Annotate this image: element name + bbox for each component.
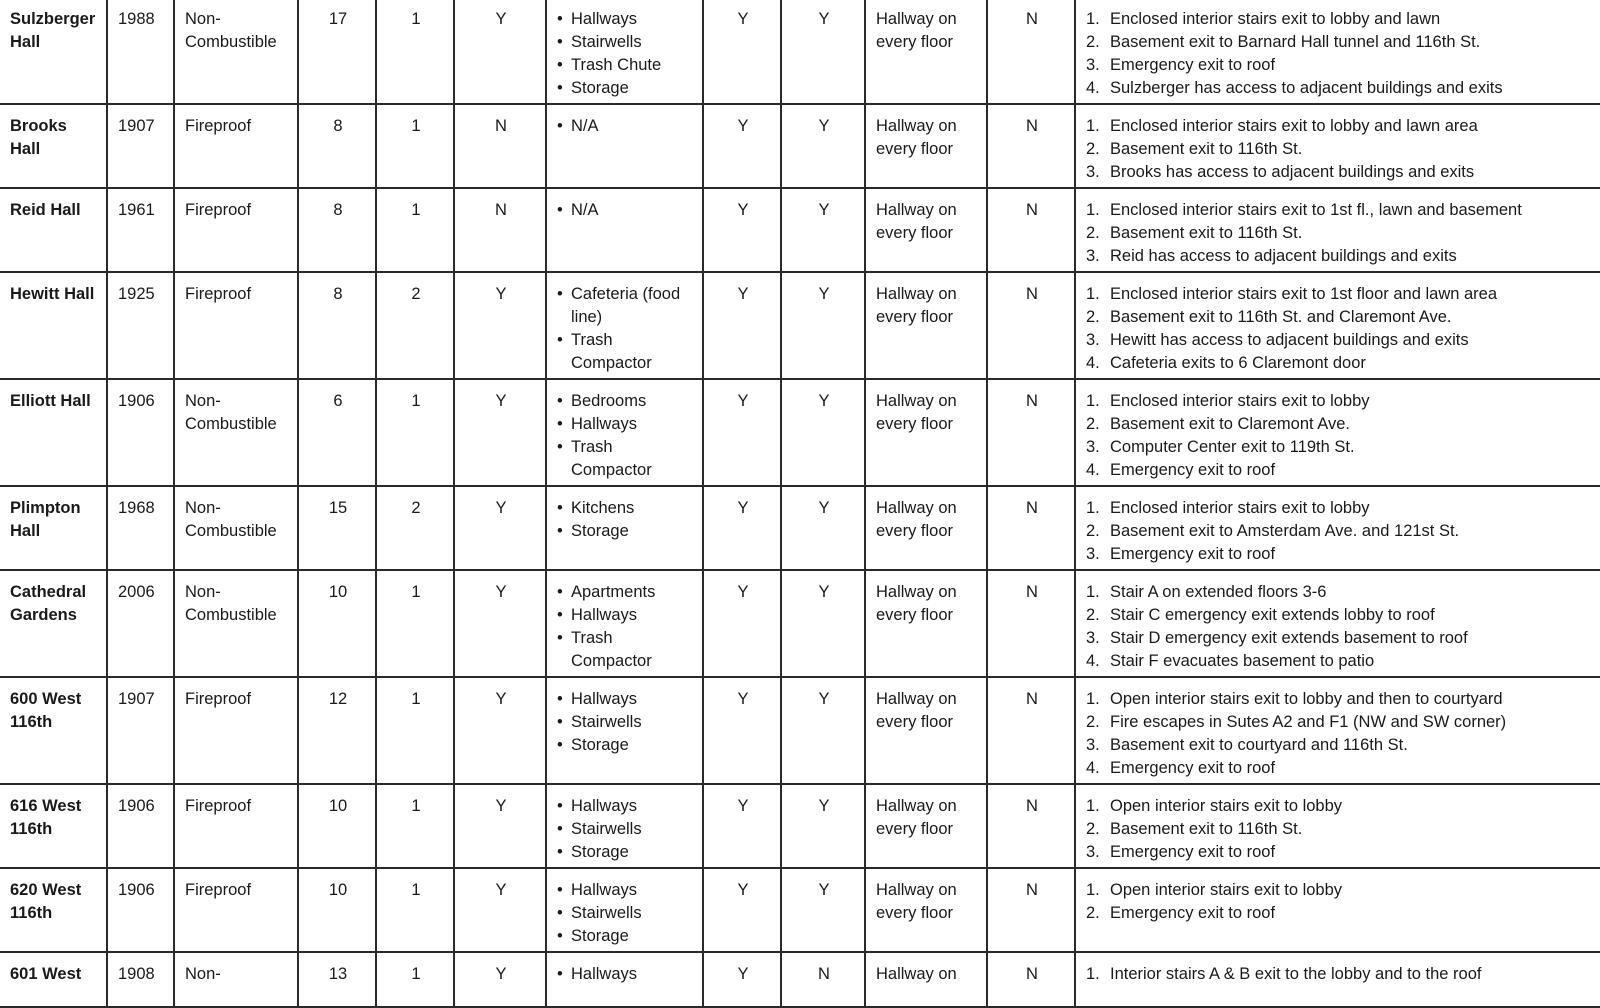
col9-cell: Y	[781, 188, 865, 272]
areas-list	[557, 963, 694, 986]
col11-cell: N	[987, 104, 1075, 188]
building-name-cell: Cathedral Gardens	[0, 570, 107, 677]
year-built-cell: 1908	[107, 952, 174, 1007]
construction-type-cell: Non-	[174, 952, 298, 1007]
col11-cell: N	[987, 272, 1075, 379]
exit-text: Fire escapes in Sutes A2 and F1 (NW and SW corner)	[1110, 713, 1507, 731]
exit-number: 1.	[1086, 583, 1100, 601]
area-item: • N/A	[557, 115, 694, 138]
areas-list	[557, 688, 694, 757]
exits-cell	[1075, 188, 1600, 272]
exit-number: 2.	[1086, 140, 1100, 158]
building-name-cell: Reid Hall	[0, 188, 107, 272]
exit-item	[1086, 77, 1592, 100]
floors-cell: 10	[298, 868, 376, 952]
col6-cell: Y	[454, 570, 546, 677]
exit-item	[1086, 795, 1592, 818]
col8-cell: Y	[703, 868, 781, 952]
exit-text: Reid has access to adjacent buildings and exits	[1110, 247, 1457, 265]
exit-text: Open interior stairs exit to lobby	[1110, 797, 1343, 815]
area-item: • Trash Compactor	[557, 329, 694, 375]
exits-cell	[1075, 784, 1600, 868]
exit-text: Basement exit to courtyard and 116th St.	[1110, 736, 1408, 754]
exit-item	[1086, 581, 1592, 604]
col8-cell: Y	[703, 784, 781, 868]
building-name-cell: Hewitt Hall	[0, 272, 107, 379]
exit-item	[1086, 31, 1592, 54]
col11-cell: N	[987, 570, 1075, 677]
table-row	[0, 868, 1600, 952]
table-row	[0, 188, 1600, 272]
areas-list	[557, 115, 694, 138]
exit-number: 4.	[1086, 759, 1100, 777]
area-item: • Apartments	[557, 581, 694, 604]
construction-type-cell: Fireproof	[174, 272, 298, 379]
exit-text: Basement exit to Amsterdam Ave. and 121st St.	[1110, 522, 1460, 540]
exits-list	[1086, 8, 1592, 100]
area-item: • Cafeteria (food line)	[557, 283, 694, 329]
col8-cell: Y	[703, 952, 781, 1007]
col5-cell: 1	[376, 379, 454, 486]
area-item: • Trash Compactor	[557, 436, 694, 482]
area-item: • Bedrooms	[557, 390, 694, 413]
exit-text: Emergency exit to roof	[1110, 904, 1276, 922]
floors-cell: 8	[298, 272, 376, 379]
exit-text: Basement exit to 116th St.	[1110, 820, 1303, 838]
construction-type-cell: Fireproof	[174, 784, 298, 868]
exit-item	[1086, 818, 1592, 841]
areas-cell	[546, 868, 703, 952]
col5-cell: 1	[376, 188, 454, 272]
year-built-cell: 1925	[107, 272, 174, 379]
floors-cell: 13	[298, 952, 376, 1007]
exit-item	[1086, 390, 1592, 413]
exit-number: 3.	[1086, 56, 1100, 74]
year-built-cell: 1968	[107, 486, 174, 570]
exit-item	[1086, 222, 1592, 245]
exits-cell	[1075, 379, 1600, 486]
year-built-cell: 1988	[107, 0, 174, 104]
exit-number: 3.	[1086, 629, 1100, 647]
construction-type-cell: Fireproof	[174, 868, 298, 952]
exit-text: Enclosed interior stairs exit to lobby	[1110, 499, 1370, 517]
exits-list	[1086, 497, 1592, 566]
table-row	[0, 784, 1600, 868]
exit-number: 1.	[1086, 285, 1100, 303]
exit-item	[1086, 711, 1592, 734]
year-built-cell: 1906	[107, 784, 174, 868]
col9-cell: Y	[781, 677, 865, 784]
exit-item	[1086, 199, 1592, 222]
exit-item	[1086, 543, 1592, 566]
exit-text: Emergency exit to roof	[1110, 56, 1276, 74]
exit-item	[1086, 306, 1592, 329]
col8-cell: Y	[703, 677, 781, 784]
table-row	[0, 0, 1600, 104]
col5-cell: 2	[376, 272, 454, 379]
col8-cell: Y	[703, 570, 781, 677]
exit-item	[1086, 8, 1592, 31]
exits-cell	[1075, 272, 1600, 379]
exit-number: 1.	[1086, 881, 1100, 899]
floors-cell: 12	[298, 677, 376, 784]
col8-cell: Y	[703, 272, 781, 379]
year-built-cell: 1906	[107, 379, 174, 486]
col11-cell: N	[987, 0, 1075, 104]
building-name-cell: Sulzberger Hall	[0, 0, 107, 104]
col10-cell: Hallway on	[865, 952, 987, 1007]
area-item: • Stairwells	[557, 711, 694, 734]
area-item: • Hallways	[557, 8, 694, 31]
col10-cell: Hallway on every floor	[865, 486, 987, 570]
areas-list	[557, 497, 694, 543]
construction-type-cell: Fireproof	[174, 677, 298, 784]
exits-cell	[1075, 104, 1600, 188]
col9-cell: Y	[781, 379, 865, 486]
exit-item	[1086, 352, 1592, 375]
exits-list	[1086, 581, 1592, 673]
col5-cell: 2	[376, 486, 454, 570]
building-name-cell: Plimpton Hall	[0, 486, 107, 570]
exits-list	[1086, 879, 1592, 925]
col5-cell: 1	[376, 104, 454, 188]
area-item: • Storage	[557, 841, 694, 864]
exit-text: Enclosed interior stairs exit to 1st fl., lawn and basement	[1110, 201, 1522, 219]
exit-number: 3.	[1086, 163, 1100, 181]
area-item: • Trash Compactor	[557, 627, 694, 673]
exits-list	[1086, 795, 1592, 864]
exit-number: 2.	[1086, 308, 1100, 326]
floors-cell: 8	[298, 104, 376, 188]
area-item: • Hallways	[557, 879, 694, 902]
exit-number: 4.	[1086, 652, 1100, 670]
col6-cell: Y	[454, 379, 546, 486]
table-row	[0, 272, 1600, 379]
exit-number: 3.	[1086, 736, 1100, 754]
col6-cell: Y	[454, 868, 546, 952]
exit-number: 1.	[1086, 499, 1100, 517]
col8-cell: Y	[703, 0, 781, 104]
exits-cell	[1075, 486, 1600, 570]
exit-text: Basement exit to 116th St. and Claremont Ave.	[1110, 308, 1452, 326]
exit-number: 4.	[1086, 354, 1100, 372]
col10-cell: Hallway on every floor	[865, 379, 987, 486]
exit-text: Emergency exit to roof	[1110, 545, 1276, 563]
exits-list	[1086, 283, 1592, 375]
exit-text: Sulzberger has access to adjacent buildings and exits	[1110, 79, 1503, 97]
exit-number: 2.	[1086, 820, 1100, 838]
exit-text: Basement exit to Barnard Hall tunnel and 116th St.	[1110, 33, 1481, 51]
table-row	[0, 379, 1600, 486]
col11-cell: N	[987, 952, 1075, 1007]
col5-cell: 1	[376, 570, 454, 677]
table-row	[0, 486, 1600, 570]
exit-number: 1.	[1086, 965, 1100, 983]
exit-text: Enclosed interior stairs exit to lobby and lawn area	[1110, 117, 1478, 135]
col6-cell: Y	[454, 677, 546, 784]
exit-text: Hewitt has access to adjacent buildings and exits	[1110, 331, 1469, 349]
exit-text: Emergency exit to roof	[1110, 759, 1276, 777]
exit-item	[1086, 413, 1592, 436]
table-row	[0, 677, 1600, 784]
area-item: • Hallways	[557, 604, 694, 627]
area-item: • N/A	[557, 199, 694, 222]
exit-item	[1086, 329, 1592, 352]
area-item: • Stairwells	[557, 31, 694, 54]
year-built-cell: 1906	[107, 868, 174, 952]
areas-list	[557, 879, 694, 948]
exit-item	[1086, 497, 1592, 520]
exits-cell	[1075, 677, 1600, 784]
areas-list	[557, 581, 694, 673]
col8-cell: Y	[703, 104, 781, 188]
exit-item	[1086, 963, 1592, 986]
exit-number: 1.	[1086, 690, 1100, 708]
area-item: • Hallways	[557, 795, 694, 818]
construction-type-cell: Fireproof	[174, 104, 298, 188]
col11-cell: N	[987, 188, 1075, 272]
areas-list	[557, 8, 694, 100]
exits-list	[1086, 390, 1592, 482]
exit-number: 2.	[1086, 33, 1100, 51]
area-item: • Storage	[557, 925, 694, 948]
exit-item	[1086, 138, 1592, 161]
col11-cell: N	[987, 486, 1075, 570]
areas-list	[557, 795, 694, 864]
exit-number: 2.	[1086, 415, 1100, 433]
col8-cell: Y	[703, 486, 781, 570]
year-built-cell: 1961	[107, 188, 174, 272]
exits-cell	[1075, 868, 1600, 952]
area-item: • Hallways	[557, 963, 694, 986]
col6-cell: Y	[454, 272, 546, 379]
construction-type-cell: Non-Combustible	[174, 486, 298, 570]
area-item: • Storage	[557, 734, 694, 757]
col5-cell: 1	[376, 784, 454, 868]
exit-number: 3.	[1086, 331, 1100, 349]
col10-cell: Hallway on every floor	[865, 104, 987, 188]
exit-item	[1086, 283, 1592, 306]
exit-text: Stair D emergency exit extends basement to roof	[1110, 629, 1468, 647]
exits-cell	[1075, 570, 1600, 677]
col5-cell: 1	[376, 677, 454, 784]
floors-cell: 10	[298, 570, 376, 677]
col6-cell: Y	[454, 0, 546, 104]
building-name-cell: Elliott Hall	[0, 379, 107, 486]
exit-text: Stair A on extended floors 3-6	[1110, 583, 1327, 601]
exit-text: Brooks has access to adjacent buildings and exits	[1110, 163, 1475, 181]
year-built-cell: 2006	[107, 570, 174, 677]
col11-cell: N	[987, 379, 1075, 486]
areas-cell	[546, 677, 703, 784]
exit-number: 3.	[1086, 247, 1100, 265]
table-row	[0, 952, 1600, 1007]
exit-text: Enclosed interior stairs exit to 1st floor and lawn area	[1110, 285, 1498, 303]
exit-text: Stair C emergency exit extends lobby to roof	[1110, 606, 1435, 624]
exits-cell	[1075, 952, 1600, 1007]
col6-cell: Y	[454, 486, 546, 570]
construction-type-cell: Non-Combustible	[174, 570, 298, 677]
exit-item	[1086, 879, 1592, 902]
col6-cell: N	[454, 188, 546, 272]
col10-cell: Hallway on every floor	[865, 272, 987, 379]
exit-text: Open interior stairs exit to lobby	[1110, 881, 1343, 899]
areas-list	[557, 283, 694, 375]
area-item: • Stairwells	[557, 818, 694, 841]
area-item: • Storage	[557, 520, 694, 543]
exit-number: 2.	[1086, 904, 1100, 922]
exit-text: Stair F evacuates basement to patio	[1110, 652, 1375, 670]
year-built-cell: 1907	[107, 104, 174, 188]
areas-cell	[546, 570, 703, 677]
building-name-cell: 620 West 116th	[0, 868, 107, 952]
construction-type-cell: Non-Combustible	[174, 379, 298, 486]
exit-item	[1086, 161, 1592, 184]
exit-number: 3.	[1086, 545, 1100, 563]
floors-cell: 17	[298, 0, 376, 104]
exit-number: 2.	[1086, 606, 1100, 624]
exit-item	[1086, 520, 1592, 543]
exit-item	[1086, 902, 1592, 925]
exit-number: 4.	[1086, 461, 1100, 479]
col6-cell: Y	[454, 952, 546, 1007]
table-row	[0, 570, 1600, 677]
areas-cell	[546, 784, 703, 868]
exit-text: Enclosed interior stairs exit to lobby and lawn	[1110, 10, 1441, 28]
exit-number: 3.	[1086, 438, 1100, 456]
exit-text: Emergency exit to roof	[1110, 461, 1276, 479]
exit-item	[1086, 841, 1592, 864]
col9-cell: Y	[781, 486, 865, 570]
exits-list	[1086, 963, 1592, 986]
exit-number: 2.	[1086, 713, 1100, 731]
building-name-cell: Brooks Hall	[0, 104, 107, 188]
exit-text: Interior stairs A & B exit to the lobby and to the roof	[1110, 965, 1482, 983]
area-item: • Stairwells	[557, 902, 694, 925]
exits-cell	[1075, 0, 1600, 104]
col9-cell: Y	[781, 0, 865, 104]
exit-item	[1086, 436, 1592, 459]
col10-cell: Hallway on every floor	[865, 188, 987, 272]
area-item: • Storage	[557, 77, 694, 100]
exit-item	[1086, 604, 1592, 627]
exit-text: Open interior stairs exit to lobby and then to courtyard	[1110, 690, 1503, 708]
col10-cell: Hallway on every floor	[865, 570, 987, 677]
exit-text: Basement exit to 116th St.	[1110, 140, 1303, 158]
exit-number: 1.	[1086, 117, 1100, 135]
col11-cell: N	[987, 784, 1075, 868]
col11-cell: N	[987, 868, 1075, 952]
col11-cell: N	[987, 677, 1075, 784]
exit-text: Basement exit to Claremont Ave.	[1110, 415, 1350, 433]
col10-cell: Hallway on every floor	[865, 784, 987, 868]
col9-cell: Y	[781, 570, 865, 677]
col10-cell: Hallway on every floor	[865, 0, 987, 104]
exit-item	[1086, 757, 1592, 780]
exit-number: 2.	[1086, 224, 1100, 242]
exit-item	[1086, 650, 1592, 673]
areas-list	[557, 390, 694, 482]
col5-cell: 1	[376, 952, 454, 1007]
exit-text: Cafeteria exits to 6 Claremont door	[1110, 354, 1366, 372]
areas-cell	[546, 104, 703, 188]
floors-cell: 10	[298, 784, 376, 868]
exit-number: 1.	[1086, 392, 1100, 410]
col10-cell: Hallway on every floor	[865, 868, 987, 952]
floors-cell: 8	[298, 188, 376, 272]
exit-number: 2.	[1086, 522, 1100, 540]
exit-item	[1086, 245, 1592, 268]
col8-cell: Y	[703, 188, 781, 272]
col9-cell: Y	[781, 104, 865, 188]
col9-cell: Y	[781, 784, 865, 868]
areas-cell	[546, 0, 703, 104]
col5-cell: 1	[376, 868, 454, 952]
areas-cell	[546, 486, 703, 570]
exit-number: 3.	[1086, 843, 1100, 861]
exits-list	[1086, 115, 1592, 184]
exit-text: Computer Center exit to 119th St.	[1110, 438, 1355, 456]
table-row	[0, 104, 1600, 188]
building-name-cell: 601 West	[0, 952, 107, 1007]
year-built-cell: 1907	[107, 677, 174, 784]
exit-item	[1086, 54, 1592, 77]
areas-cell	[546, 379, 703, 486]
exits-list	[1086, 688, 1592, 780]
exit-item	[1086, 734, 1592, 757]
exit-number: 1.	[1086, 201, 1100, 219]
areas-list	[557, 199, 694, 222]
areas-cell	[546, 188, 703, 272]
exit-number: 4.	[1086, 79, 1100, 97]
area-item: • Hallways	[557, 413, 694, 436]
area-item: • Trash Chute	[557, 54, 694, 77]
col9-cell: N	[781, 952, 865, 1007]
col9-cell: Y	[781, 272, 865, 379]
exit-item	[1086, 459, 1592, 482]
areas-cell	[546, 272, 703, 379]
area-item: • Hallways	[557, 688, 694, 711]
area-item: • Kitchens	[557, 497, 694, 520]
col6-cell: N	[454, 104, 546, 188]
col6-cell: Y	[454, 784, 546, 868]
col9-cell: Y	[781, 868, 865, 952]
floors-cell: 15	[298, 486, 376, 570]
construction-type-cell: Fireproof	[174, 188, 298, 272]
exit-number: 1.	[1086, 10, 1100, 28]
exit-item	[1086, 115, 1592, 138]
col8-cell: Y	[703, 379, 781, 486]
exit-text: Basement exit to 116th St.	[1110, 224, 1303, 242]
exit-item	[1086, 688, 1592, 711]
exit-text: Enclosed interior stairs exit to lobby	[1110, 392, 1370, 410]
exit-item	[1086, 627, 1592, 650]
floors-cell: 6	[298, 379, 376, 486]
exits-list	[1086, 199, 1592, 268]
building-name-cell: 616 West 116th	[0, 784, 107, 868]
col5-cell: 1	[376, 0, 454, 104]
areas-cell	[546, 952, 703, 1007]
exit-text: Emergency exit to roof	[1110, 843, 1276, 861]
building-name-cell: 600 West 116th	[0, 677, 107, 784]
exit-number: 1.	[1086, 797, 1100, 815]
col10-cell: Hallway on every floor	[865, 677, 987, 784]
construction-type-cell: Non-Combustible	[174, 0, 298, 104]
